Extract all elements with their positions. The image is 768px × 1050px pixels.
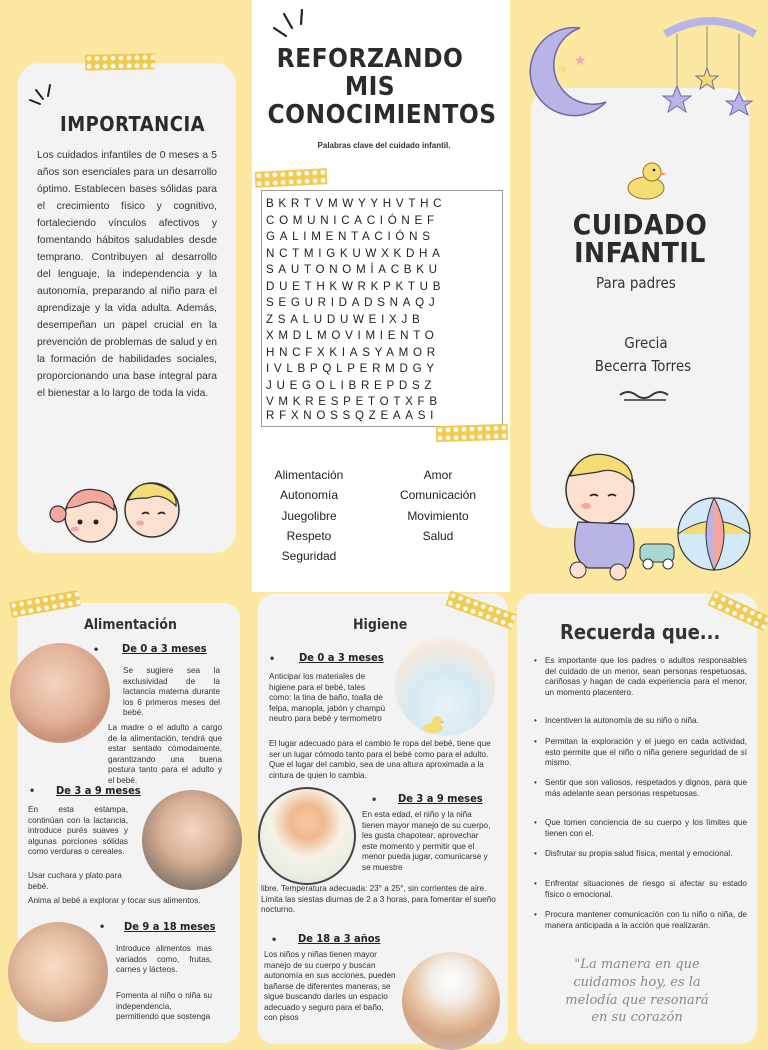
alimentacion-s3-p1: Introduce alimentos mas variados como, frutas, carnes y lácteos. (116, 944, 212, 974)
word-left: Seguridad (281, 549, 337, 563)
bullet-icon: • (534, 656, 537, 665)
alimentacion-s2-p3: Anima al bebé a explorar y tocar sus alimentos. (28, 896, 201, 905)
squiggle-icon (616, 386, 676, 409)
bubble-bath-photo (258, 787, 356, 885)
wordsearch-grid (261, 190, 503, 427)
cover-title-line1: CUIDADO (572, 208, 708, 241)
rubber-duck-icon (420, 714, 446, 739)
recuerda-title: Recuerda que... (560, 620, 721, 644)
higiene-s2-p1: En esta edad, el niño y la niña tienen mayor manejo de su cuerpo, les gusta chapotear, aprovechar este momento y permitir que el menor pueda jugar, comunicarse y se muestre (362, 810, 491, 872)
importancia-title: IMPORTANCIA (60, 112, 206, 136)
bullet-icon: • (534, 910, 537, 919)
wordsearch-title-line1: REFORZANDO (276, 44, 464, 74)
alimentacion-s1-p2: La madre o el adulto a cargo de la alimentación, tendrá que estar sentado cómodamente, garantizando una buena postura tanto para el adulto y el bebé. (108, 723, 222, 785)
higiene-s1-p2: El lugar adecuado para el cambio fe ropa del bebé, tiene que ser un lugar cómodo tanto para el bebé como para el adulto. Que el lugar del cambio, sea de una altura aproximada a la cintura de quien lo cambia. (269, 739, 491, 780)
word-left: Alimentación (274, 468, 344, 482)
higiene-title: Higiene (353, 617, 408, 633)
higiene-s2-p2: libre. Temperatura adecuada: 23° a 25°, sin corrientes de aire. Limita las siestas diurnas de 2 a 3 horas, para fomentar el sueño nocturno. (261, 884, 496, 914)
word-right: Salud (422, 529, 454, 543)
recuerda-item: Disfrutar su propia salud física, mental y emocional. (545, 849, 733, 858)
cover-title-line2: INFANTIL (574, 236, 706, 269)
bullet-icon: • (272, 932, 277, 946)
recuerda-item: Incentiven la autonomía de su niño o niña. (545, 716, 699, 725)
recuerda-item: Es importante que los padres o adultos responsables del cuidado de un menor, sean personas respetuosas, cariñosas y hagan de cada experiencia para el menor, un momento placentero. (545, 656, 747, 697)
spark-icon (26, 82, 62, 117)
grid-row: GALIMENTACIÓNS (266, 230, 435, 243)
grid-row: RFXNOSSQZEAASI (266, 409, 439, 422)
wordsearch-subtitle: Palabras clave del cuidado infantil. (317, 141, 451, 150)
grid-row: DUETHKWRKPKTUB (266, 279, 446, 293)
bullet-icon: • (534, 849, 537, 858)
bullet-icon: • (30, 783, 35, 797)
grid-row: HNCFXKIASYAMOR (266, 345, 440, 359)
grid-row: VMKRESPETOTXFB (266, 395, 442, 408)
quote-line: "La manera en que (574, 957, 700, 972)
higiene-age-3: De 18 a 3 años (298, 932, 381, 945)
bullet-icon: • (534, 716, 537, 725)
bullet-icon: • (94, 642, 99, 656)
alimentacion-s2-p2: Usar cuchara y plato para bebé. (28, 871, 122, 891)
higiene-s1-p1: Anticipar los materiales de higiene para el bebé, tales como: la tina de baño, toalla de felpa, manopla, jabón y champú neutro para bebé y termometro (269, 672, 386, 723)
bullet-icon: • (372, 792, 377, 806)
cover-subtitle: Para padres (596, 274, 676, 292)
grid-row: SAUTONOMÍACBKU (266, 263, 442, 276)
bullet-icon: • (534, 737, 537, 746)
grid-row: SEGURIDADSNAQJ (266, 296, 440, 309)
word-right: Movimiento (407, 509, 469, 523)
quote-line: en su corazón (591, 1010, 683, 1025)
cover-author-last: Becerra Torres (594, 357, 692, 375)
alimentacion-age-1: De 0 a 3 meses (122, 642, 207, 655)
spark-icon (268, 6, 318, 47)
grid-row: BKRTVMWYYHVTHC (266, 197, 447, 210)
bullet-icon: • (534, 879, 537, 888)
recuerda-item: Permitan la exploración y el juego en cada actividad, esto permite que el niño o niña genere seguridad de sí mismo. (545, 737, 747, 767)
alimentacion-s1-p1: Se sugiere sea la exclusividad de la lactancia materna durante los 6 primeros meses del bebé. (123, 666, 220, 717)
toddler-drinking-photo (8, 922, 108, 1022)
grid-row: IVLBPQLPERMDGY (266, 362, 439, 375)
quote-line: cuidamos hoy, es la (573, 975, 701, 990)
word-left: Autonomía (279, 488, 339, 502)
tape-decoration (85, 53, 155, 70)
alimentacion-s3-p2: Fomenta al niño o niña su independencia, permitiendo que sostenga (116, 991, 212, 1021)
alimentacion-title: Alimentación (84, 617, 177, 633)
grid-row: ZSALUDUWEIXJB (266, 312, 425, 326)
cover-author-first: Grecia (624, 334, 668, 352)
toddler-bath-photo (402, 952, 500, 1050)
importancia-text: Los cuidados infantiles de 0 meses a 5 años son esenciales para un desarrollo óptimo. Establecen bases sólidas para el crecimiento físico y cognitivo, fortaleciendo vínculos afectivos y fomentando hábitos saludables desde temprano. Contribuyen al desarrollo del lenguaje, la independencia y la autonomía, preparando al niño para el aprendizaje y la vida adulta. Además, desempeñan un papel crucial en la prevención de problemas de salud y en la formación de habilidades sociales, proporcionando una base integral para el bienestar a lo largo de toda la vida. (37, 150, 217, 399)
wordsearch-title-line3: CONOCIMIENTOS (267, 100, 497, 130)
grid-row: JUEGOLIBREPDSZ (266, 378, 437, 392)
mobile-toy-icon (655, 10, 765, 125)
alimentacion-s2-p1: En esta estampa, continúan con la lactancia, introduce purés suaves y algunas porciones sólidas como verduras o cereales. (28, 805, 128, 856)
wordsearch-title-line2: MIS (344, 72, 396, 102)
star-icon: ★ (558, 62, 569, 76)
bullet-icon: • (534, 778, 537, 787)
grid-row: NCTMIGKUWXKDHA (266, 246, 445, 260)
bullet-icon: • (100, 919, 105, 933)
higiene-s3-p1: Los niños y niñas tienen mayor manejo de su cuerpo y buscan autonomía en sus acciones, pueden bañarse de diferentes maneras, se sigue buscando darles un espacio adecuado y seguro para el baño, con pisos (264, 950, 396, 1022)
bullet-icon: • (534, 818, 537, 827)
recuerda-item: Procura mantener comunicación con tu niño o niña, de manera anticipada a la acción que realizarán. (545, 910, 747, 930)
grid-row: COMUNICACIÓNEF (266, 213, 439, 227)
higiene-age-1: De 0 a 3 meses (299, 651, 384, 664)
grid-row: XMDLMOVIMIENTO (266, 329, 439, 342)
alimentacion-age-3: De 9 a 18 meses (124, 920, 216, 933)
babies-illustration (44, 478, 184, 553)
star-icon: ★ (574, 52, 587, 68)
bullet-icon: • (270, 651, 275, 665)
duck-icon (622, 156, 668, 207)
recuerda-item: Que tomen conciencia de su cuerpo y los límites que tienen con el. (545, 818, 747, 838)
baby-eating-photo (142, 790, 242, 890)
word-right: Comunicación (399, 488, 477, 502)
higiene-age-2: De 3 a 9 meses (398, 792, 483, 805)
quote-line: melodía que resonará (565, 993, 709, 1008)
word-right: Amor (423, 468, 453, 482)
word-left: Juegolibre (281, 509, 337, 523)
alimentacion-age-2: De 3 a 9 meses (56, 784, 141, 797)
tape-decoration (436, 424, 509, 443)
recuerda-item: Sentir que son valiosos, respetados y dignos, para que más adelante sean personas respetuosas. (545, 778, 747, 798)
crawling-baby-illustration (548, 448, 758, 588)
recuerda-item: Enfrentar situaciones de riesgo si afectar su estado físico o emocional. (545, 879, 747, 899)
word-left: Respeto (286, 529, 332, 543)
